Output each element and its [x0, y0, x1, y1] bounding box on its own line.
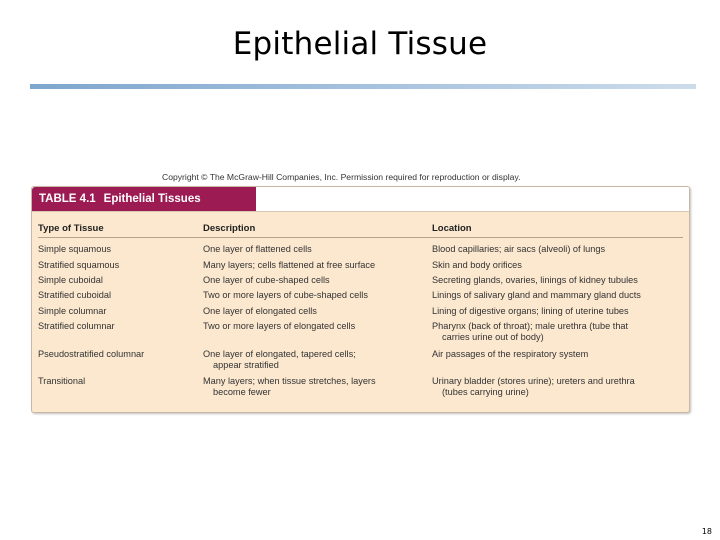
- cell-location-line: carries urine out of body): [442, 332, 544, 342]
- cell-location-line: Pharynx (back of throat); male urethra (tube that: [432, 321, 629, 331]
- cell-location-line: Urinary bladder (stores urine); ureters and urethra: [432, 376, 635, 386]
- cell-location-line: Air passages of the respiratory system: [432, 349, 589, 359]
- cell-location-line: Skin and body orifices: [432, 260, 522, 270]
- cell-description: [203, 275, 330, 286]
- cell-location: [432, 290, 641, 301]
- cell-type: Simple squamous: [38, 244, 112, 254]
- title-underline: [30, 84, 696, 89]
- cell-description-line: One layer of flattened cells: [203, 244, 312, 254]
- header-divider: [38, 237, 683, 238]
- table-label: TABLE 4.1: [39, 193, 96, 205]
- cell-location: [432, 306, 629, 317]
- cell-type: Stratified columnar: [38, 321, 115, 331]
- cell-description: [203, 321, 355, 332]
- cell-description-line: Many layers; cells flattened at free surface: [203, 260, 376, 270]
- cell-description-line: Two or more layers of cube-shaped cells: [203, 290, 368, 300]
- cell-description: [203, 376, 376, 398]
- slide-title: Epithelial Tissue: [232, 26, 488, 62]
- cell-description: [203, 306, 317, 317]
- cell-description: [203, 244, 312, 255]
- cell-type: Pseudostratified columnar: [38, 349, 145, 359]
- cell-description-line: become fewer: [213, 387, 271, 397]
- cell-location: [432, 349, 588, 360]
- cell-location-line: Blood capillaries; air sacs (alveoli) of lungs: [432, 244, 606, 254]
- page-number: 18: [701, 527, 712, 536]
- cell-type: Simple columnar: [38, 306, 107, 316]
- cell-description: [203, 260, 375, 271]
- cell-location-line: Lining of digestive organs; lining of uterine tubes: [432, 306, 629, 316]
- table-header-bar: [32, 187, 689, 212]
- cell-description-line: Two or more layers of elongated cells: [203, 321, 356, 331]
- cell-location: [432, 376, 635, 398]
- column-header-description: Description: [203, 223, 256, 234]
- cell-location-line: (tubes carrying urine): [442, 387, 529, 397]
- cell-description: [203, 290, 368, 301]
- column-header-type: Type of Tissue: [38, 223, 104, 234]
- cell-location: [432, 321, 628, 343]
- cell-location-line: Linings of salivary gland and mammary gland ducts: [432, 290, 641, 300]
- cell-location-line: Secreting glands, ovaries, linings of kidney tubules: [432, 275, 638, 285]
- cell-description-line: Many layers; when tissue stretches, layers: [203, 376, 376, 386]
- cell-description: [203, 349, 356, 371]
- cell-location: [432, 260, 522, 271]
- cell-type: Transitional: [38, 376, 86, 386]
- table-name: Epithelial Tissues: [103, 193, 201, 205]
- cell-location: [432, 275, 638, 286]
- cell-description-line: One layer of elongated, tapered cells;: [203, 349, 356, 359]
- table-title-tab: [32, 187, 256, 211]
- cell-type: Stratified squamous: [38, 260, 120, 270]
- cell-type: Stratified cuboidal: [38, 290, 112, 300]
- cell-type: Simple cuboidal: [38, 275, 103, 285]
- cell-description-line: appear stratified: [213, 360, 279, 370]
- copyright-notice: Copyright © The McGraw-Hill Companies, Inc. Permission required for reproduction or display.: [162, 172, 521, 182]
- column-header-location: Location: [432, 223, 472, 234]
- cell-location: [432, 244, 605, 255]
- cell-description-line: One layer of elongated cells: [203, 306, 317, 316]
- cell-description-line: One layer of cube-shaped cells: [203, 275, 330, 285]
- epithelial-tissues-table: [31, 186, 690, 413]
